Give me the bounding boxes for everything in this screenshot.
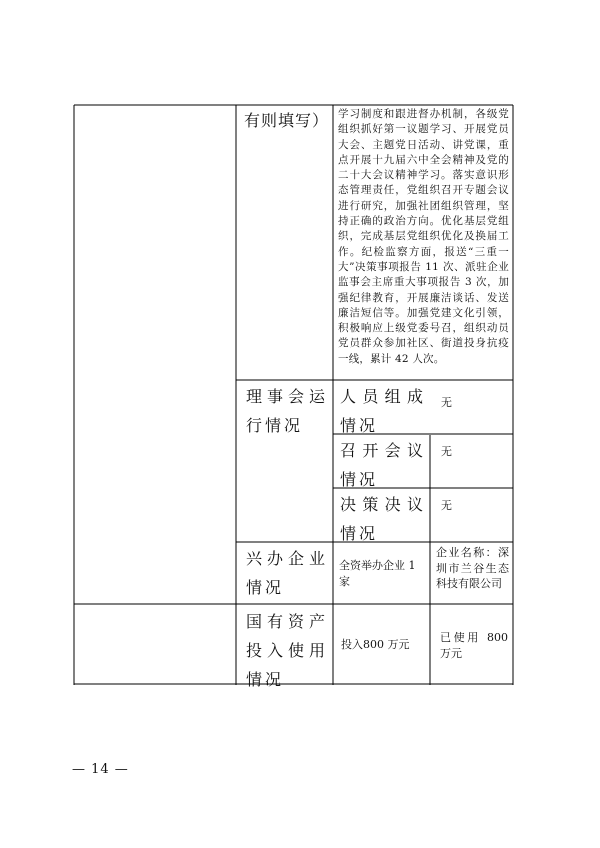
council-members-value: 无 [441,396,452,409]
enterprise-name: 企业名称：深圳市兰谷生态科技有限公司 [436,546,509,590]
council-meetings-value: 无 [441,445,452,458]
assets-label: 国有资产投入使用情况 [246,612,328,689]
page-number: — 14 — [72,762,129,777]
council-members-label: 人员组成情况 [340,387,426,435]
assets-invested: 投入800 万元 [341,638,410,651]
council-label: 理事会运行情况 [246,387,328,435]
party-building-content: 学习制度和跟进督办机制，各级党组织抓好第一议题学习、开展党员大会、主题党日活动、讲党课，重点开展十九届六中全会精神及党的二十大会议精神学习。落实意识形态管理责任，党组织召开专题会议进行研究，加强社团组织管理，坚持正确的政治方向。优化基层党组织，完成基层党组织优化及换届工作。纪检监察方面，报送“三重一大”决策事项报告 11 次、派驻企业监事会主席重大事项报告 3 次，加强纪律教育，开展廉洁谈话、发送廉洁短信等。加强党建文化引领，积极响应上级党委号召，组织动员党员群众参加社区、街道投身抗疫一线，累计 42 人次。 [338,108,509,365]
party-building-label: 有则填写） [244,111,330,130]
assets-used: 已使用 800 万元 [440,631,508,660]
council-decisions-value: 无 [441,499,452,512]
enterprise-count: 全资举办企业 1 家 [339,559,416,588]
council-decisions-label: 决策决议情况 [340,495,426,543]
enterprise-label: 兴办企业情况 [246,549,328,597]
council-meetings-label: 召开会议情况 [340,441,426,489]
